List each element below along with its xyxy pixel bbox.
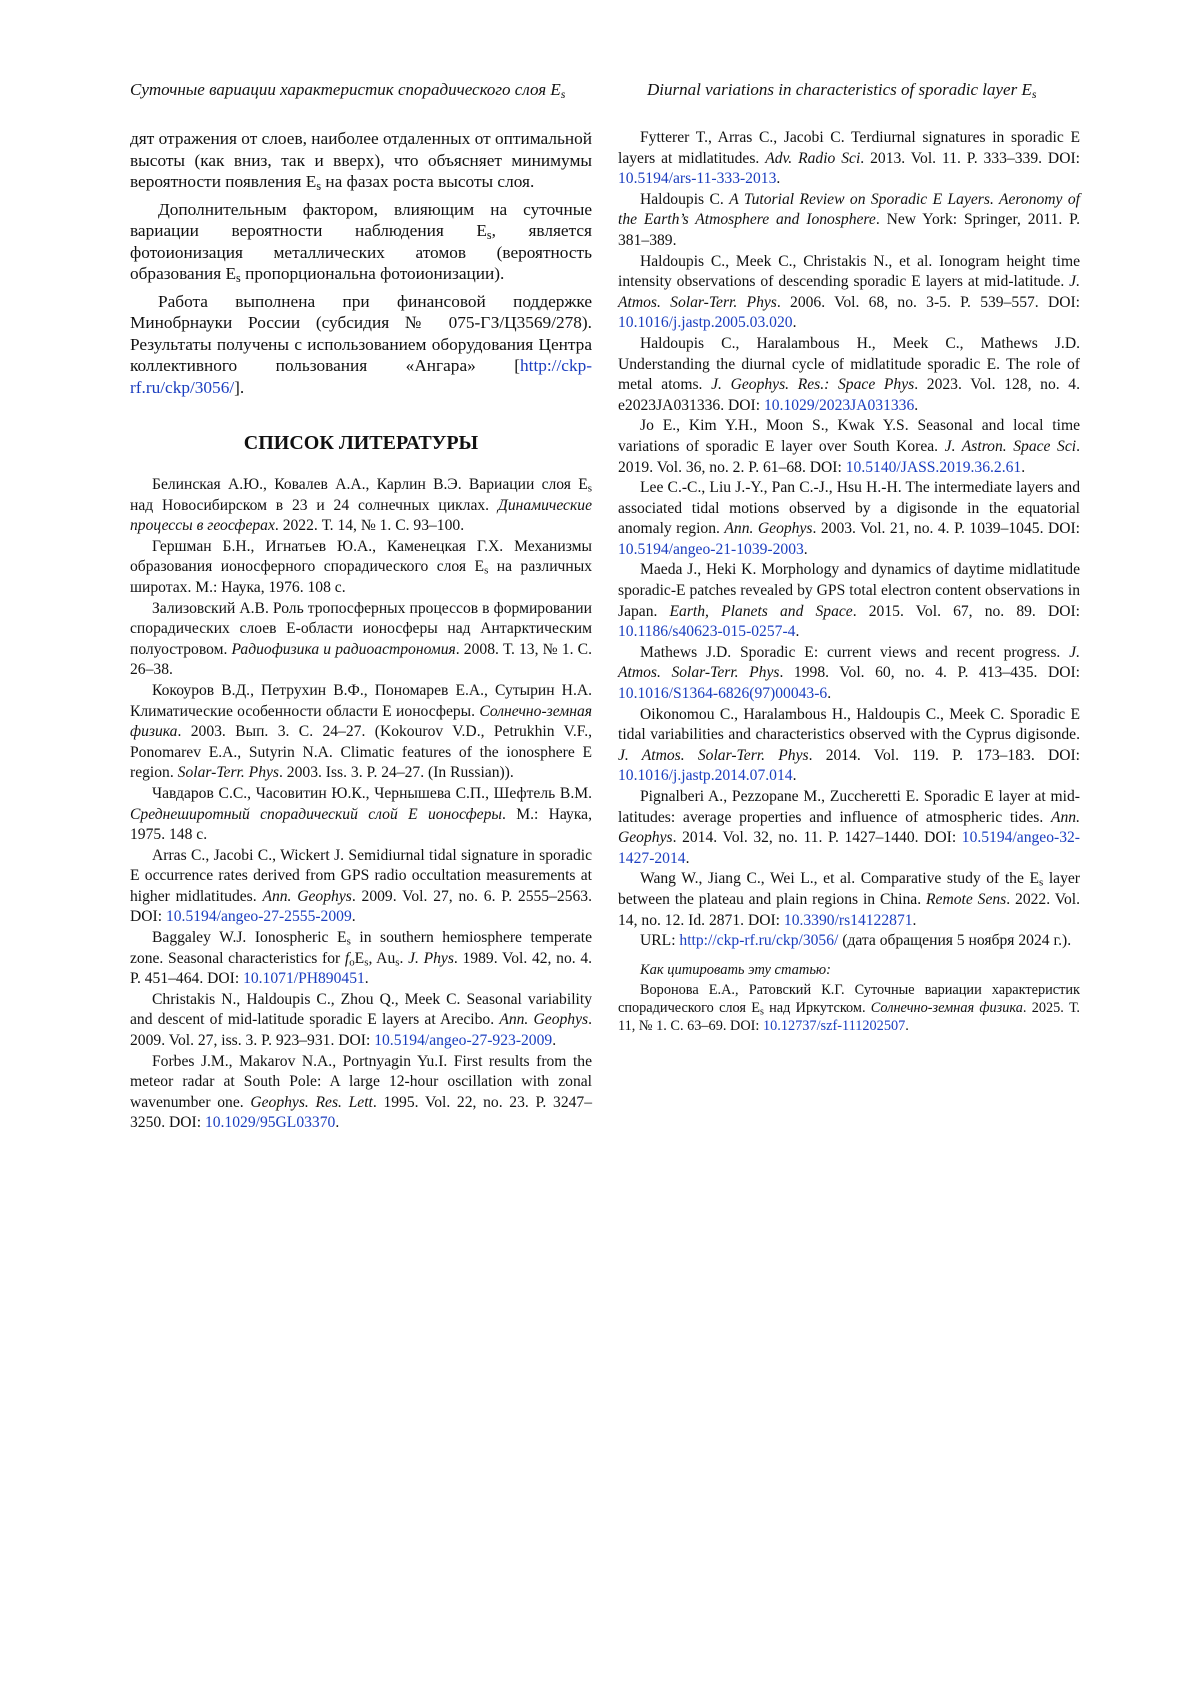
url-link[interactable]: http://ckp-rf.ru/ckp/3056/ <box>679 932 839 950</box>
doi-link[interactable]: 10.5194/angeo-27-923-2009 <box>374 1032 553 1050</box>
doi-link[interactable]: 10.1016/j.jastp.2005.03.020 <box>618 314 793 332</box>
reference-item: Haldoupis C. A Tutorial Review on Sporadic E Layers. Aeronomy of the Earth’s Atmosphere and Ionosphere. New York: Springer, 2011. P. 381–389. <box>618 190 1080 249</box>
reference-item: Чавдаров С.С., Часовитин Ю.К., Чернышева С.П., Шефтель В.М. Среднеширотный спорадический слой E ионосферы. М.: Наука, 1975. 148 с. <box>130 784 592 844</box>
reference-item: Arras C., Jacobi C., Wickert J. Semidiurnal tidal signature in sporadic E occurrence rates derived from GPS radio occultation measurements at higher midlatitudes. Ann. Geophys. 2009. Vol. 27, no. 6. P. 2555–2563. DOI: 10.5194/angeo-27-2555-2009. <box>130 846 592 926</box>
references-title: СПИСОК ЛИТЕРАТУРЫ <box>243 432 479 454</box>
doi-link[interactable]: 10.1016/S1364-6826(97)00043-6 <box>618 685 828 703</box>
acknowledgement-paragraph: Работа выполнена при финансовой поддержке Минобрнауки России (субсидия № 075-ГЗ/Ц3569/278). Результаты получены с использованием оборудования Центра коллективного пользования «Ангара» [http://ckp-rf.ru/ckp/3056/]. <box>130 291 592 397</box>
reference-item: URL: http://ckp-rf.ru/ckp/3056/ (дата обращения 5 ноября 2024 г.). <box>640 932 1072 950</box>
doi-link[interactable]: 10.1029/2023JA031336 <box>763 396 915 414</box>
body-paragraph: дят отражения от слоев, наиболее отдаленных от оптимальной высоты (как вниз, так и вверх), что объясняет минимумы вероятности появления $E_s$ на фазах роста высоты слоя. <box>130 129 592 194</box>
reference-item: Haldoupis C., Haralambous H., Meek C., Mathews J.D. Understanding the diurnal cycle of midlatitude sporadic E. The role of metal atoms. J. Geophys. Res.: Space Phys. 2023. Vol. 128, no. 4. e2023JA031336. DOI: 10.1029/2023JA031336. <box>618 334 1080 414</box>
reference-item: Белинская А.Ю., Ковалев А.А., Карлин В.Э. Вариации слоя $E_s$ над Новосибирском в 23 и 24 солнечных циклах. Динамические процессы в геосферах. 2022. Т. 14, № 1. С. 93–100. <box>130 476 592 535</box>
running-header-right: Diurnal variations in characteristics of sporadic layer $E_s$ <box>647 80 1037 101</box>
doi-link[interactable]: 10.1071/PH890451 <box>243 970 365 988</box>
left-column <box>130 128 592 1134</box>
reference-item: Forbes J.M., Makarov N.A., Portnyagin Yu.I. First results from the meteor radar at South Pole: A large 12-hour oscillation with zonal wavenumber one. Geophys. Res. Lett. 1995. Vol. 22, no. 23. P. 3247–3250. DOI: 10.1029/95GL03370. <box>130 1052 593 1132</box>
doi-link[interactable]: 10.5194/angeo-32-1427-2014 <box>618 829 1080 867</box>
reference-item: Lee C.-C., Liu J.-Y., Pan C.-J., Hsu H.-H. The intermediate layers and associated tidal motions observed by a digisonde in the equatorial anomaly region. Ann. Geophys. 2003. Vol. 21, no. 4. P. 1039–1045. DOI: 10.5194/angeo-21-1039-2003. <box>618 479 1080 558</box>
reference-item: Зализовский А.В. Роль тропосферных процессов в формировании спорадических слоев E-области ионосферы над Антарктическим полуостровом. Радиофизика и радиоастрономия. 2008. Т. 13, № 1. С. 26–38. <box>130 599 592 679</box>
doi-link[interactable]: 10.5194/angeo-27-2555-2009 <box>165 908 352 926</box>
reference-item: Кокоуров В.Д., Петрухин В.Ф., Пономарев Е.А., Сутырин Н.А. Климатические особенности области E ионосферы. Солнечно-земная физика. 2003. Вып. 3. С. 24–27. (Kokourov V.D., Petrukhin V.F., Ponomarev E.A., Sutyrin N.A. Climatic features of the ionosphere E region. Solar-Terr. Phys. 2003. Iss. 3. P. 24–27. (In Russian)). <box>130 681 592 782</box>
doi-link[interactable]: 10.5194/angeo-21-1039-2003 <box>618 540 804 558</box>
doi-link[interactable]: 10.1029/95GL03370 <box>204 1114 336 1132</box>
reference-item: Mathews J.D. Sporadic E: current views and recent progress. J. Atmos. Solar-Terr. Phys. 1998. Vol. 60, no. 4. P. 413–435. DOI: 10.1016/S1364-6826(97)00043-6. <box>618 643 1080 703</box>
reference-item: Fytterer T., Arras C., Jacobi C. Terdiurnal signatures in sporadic E layers at midlatitudes. Adv. Radio Sci. 2013. Vol. 11. P. 333–339. DOI: 10.5194/ars-11-333-2013. <box>618 129 1080 188</box>
doi-link[interactable]: 10.5194/ars-11-333-2013 <box>618 170 777 188</box>
reference-item: Jo E., Kim Y.H., Moon S., Kwak Y.S. Seasonal and local time variations of sporadic E layer over South Korea. J. Astron. Space Sci. 2019. Vol. 36, no. 2. P. 61–68. DOI: 10.5140/JASS.2019.36.2.61. <box>618 417 1080 476</box>
reference-item: Christakis N., Haldoupis C., Zhou Q., Meek C. Seasonal variability and descent of mid-latitude sporadic E layers at Arecibo. Ann. Geophys. 2009. Vol. 27, iss. 3. P. 923–931. DOI: 10.5194/angeo-27-923-2009. <box>130 990 592 1050</box>
reference-item: Maeda J., Heki K. Morphology and dynamics of daytime midlatitude sporadic-E patches revealed by GPS total electron content observations in Japan. Earth, Planets and Space. 2015. Vol. 67, no. 89. DOI: 10.1186/s40623-015-0257-4. <box>618 561 1080 641</box>
doi-link[interactable]: 10.5140/JASS.2019.36.2.61 <box>845 458 1022 476</box>
reference-item: Pignalberi A., Pezzopane M., Zuccheretti E. Sporadic E layer at mid-latitudes: average properties and influence of atmospheric tides. Ann. Geophys. 2014. Vol. 32, no. 11. P. 1427–1440. DOI: 10.5194/angeo-32-1427-2014. <box>618 788 1080 867</box>
reference-item: Гершман Б.Н., Игнатьев Ю.А., Каменецкая Г.Х. Механизмы образования ионосферного спорадического слоя $E_s$ на различных широтах. М.: Наука, 1976. 108 с. <box>130 537 593 596</box>
citation-doi-link[interactable]: 10.12737/szf-111202507 <box>762 1017 906 1034</box>
doi-link[interactable]: 10.1186/s40623-015-0257-4 <box>618 623 796 641</box>
ckp-link[interactable]: http://ckp-rf.ru/ckp/3056/ <box>130 356 592 397</box>
reference-item: Haldoupis C., Meek C., Christakis N., et al. Ionogram height time intensity observations of descending sporadic E layers at mid-latitude. J. Atmos. Solar-Terr. Phys. 2006. Vol. 68, no. 3-5. P. 539–557. DOI: 10.1016/j.jastp.2005.03.020. <box>618 252 1080 332</box>
reference-item: Baggaley W.J. Ionospheric $E_s$ in southern hemiosphere temperate zone. Seasonal characteristics for $f_oE_s$, $Au_s$. J. Phys. 1989. Vol. 42, no. 4. P. 451–464. DOI: 10.1071/PH890451. <box>130 929 593 988</box>
body-paragraph: Дополнительным фактором, влияющим на суточные вариации вероятности наблюдения $E_s$, является фотоионизация металлических атомов (вероятность образования $E_s$ пропорциональна фотоионизации). <box>130 199 592 286</box>
reference-item: Wang W., Jiang C., Wei L., et al. Comparative study of the $E_s$ layer between the plateau and plain regions in China. Remote Sens. 2022. Vol. 14, no. 12. Id. 2871. DOI: 10.3390/rs14122871. <box>618 870 1080 929</box>
doi-link[interactable]: 10.3390/rs14122871 <box>783 911 913 929</box>
reference-item: Oikonomou C., Haralambous H., Haldoupis C., Meek C. Sporadic E tidal variabilities and characteristics observed with the Cyprus digisonde. J. Atmos. Solar-Terr. Phys. 2014. Vol. 119. P. 173–183. DOI: 10.1016/j.jastp.2014.07.014. <box>618 705 1080 785</box>
doi-link[interactable]: 10.1016/j.jastp.2014.07.014 <box>618 767 793 785</box>
citation-text: Воронова Е.А., Ратовский К.Г. Суточные вариации характеристик спорадического слоя $E_s$ над Иркутском. Солнечно-земная физика. 2025. Т. 11, № 1. С. 63–69. DOI: 10.12737/szf-111202507. <box>618 981 1080 1034</box>
right-column <box>618 128 1080 1035</box>
citation-heading: Как цитировать эту статью: <box>640 961 831 978</box>
running-header-left: Суточные вариации характеристик спорадического слоя $E_s$ <box>130 80 566 101</box>
